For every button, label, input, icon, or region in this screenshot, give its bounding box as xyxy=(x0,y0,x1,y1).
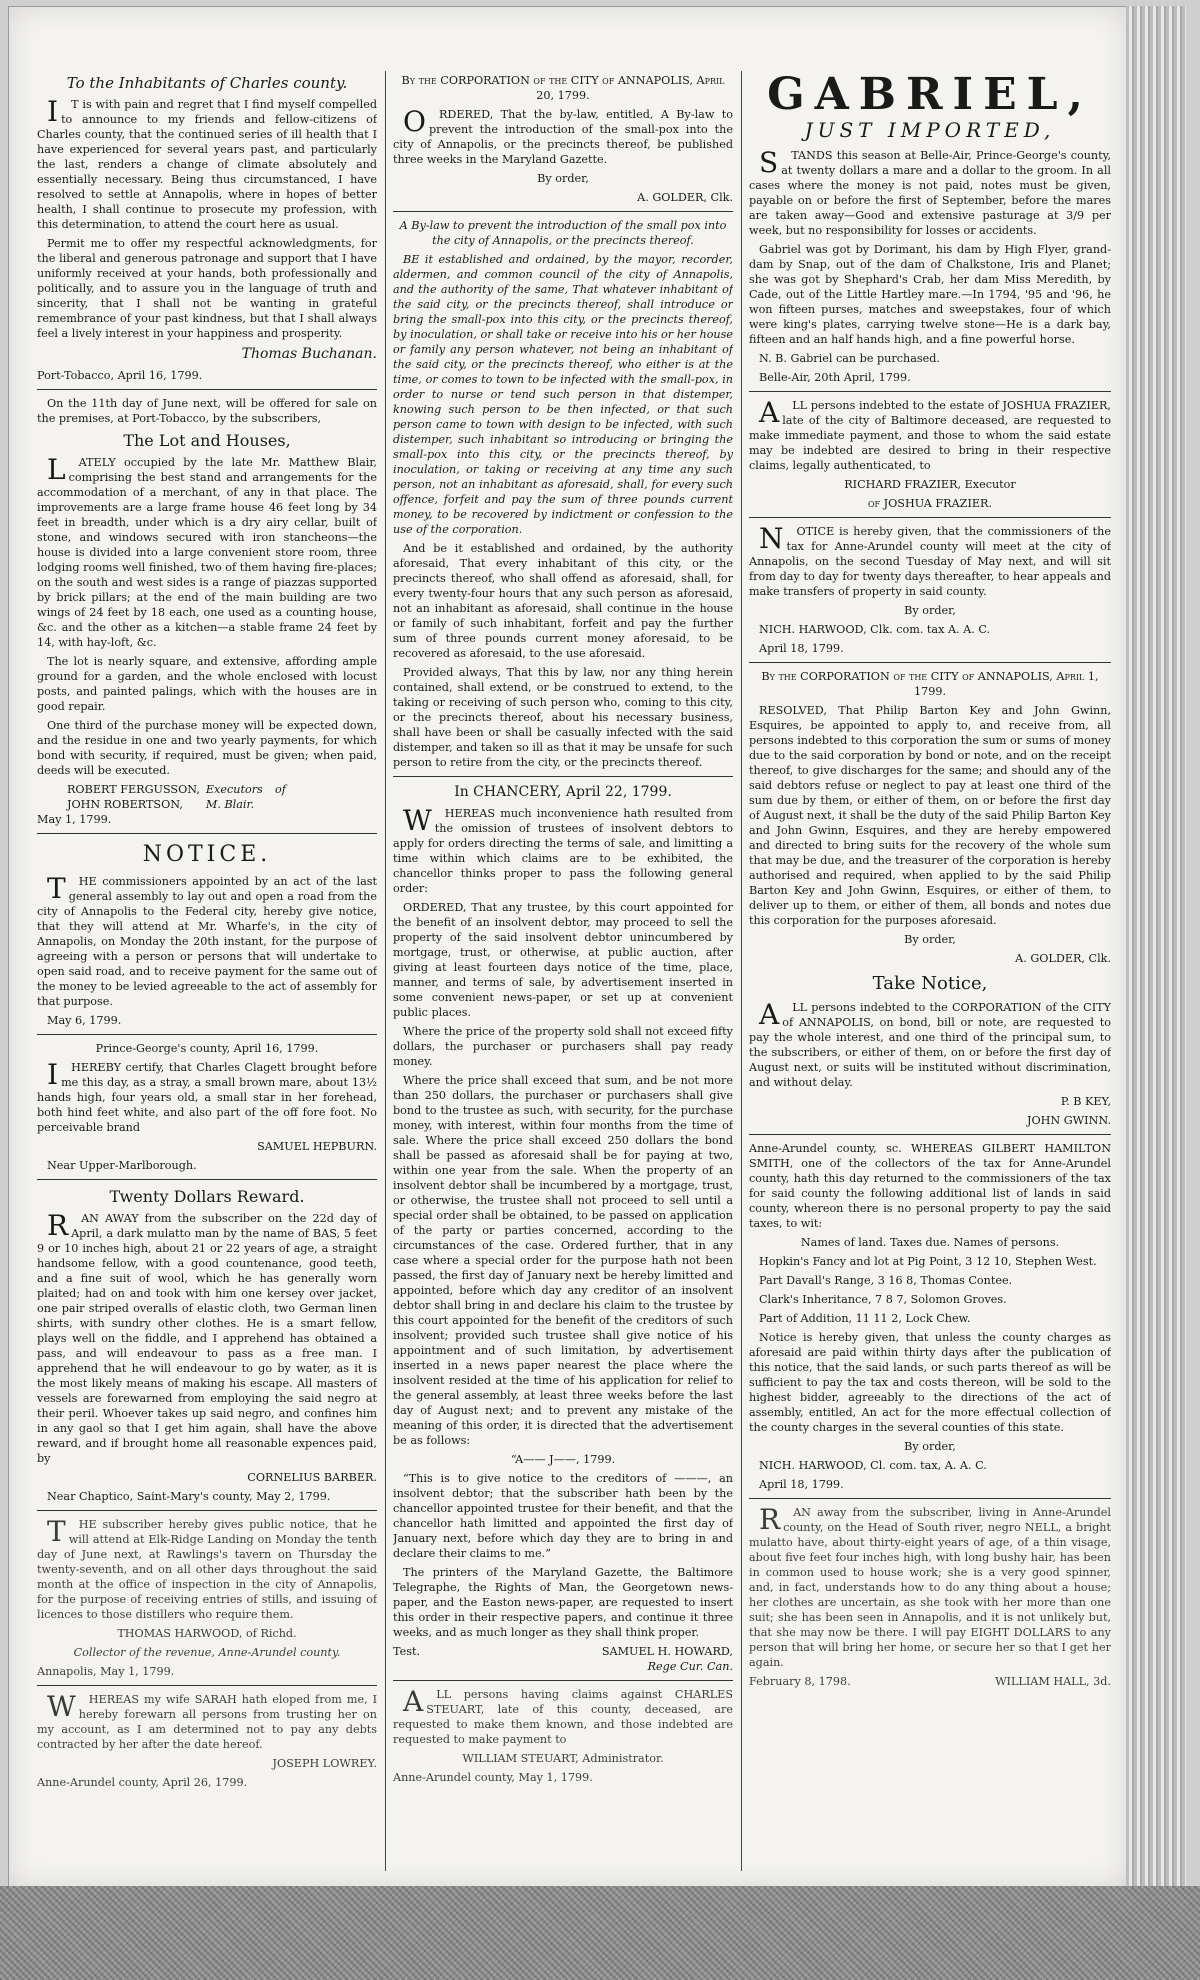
signature: THOMAS HARWOOD, of Richd. xyxy=(117,1627,297,1641)
notice-body: One third of the purchase money will be expected down, and the residue in one and two yearly payments, for which bond with security, if required, must be given; when paid, deeds will be executed. xyxy=(37,719,377,778)
chancery-order xyxy=(393,783,733,1674)
gabriel-stud-ad xyxy=(749,73,1111,385)
notice-body: NOTICE is hereby given, that the commissioners of the tax for Anne-Arundel county will meet at the city of Annapolis, on the second Tuesday of May next, and will sit from day to day for twenty days thereafter, to hear appeals and make transfers of property in said county. xyxy=(749,521,1111,598)
signature: ROBERT FERGUSSON, xyxy=(67,783,200,797)
divider xyxy=(749,1134,1111,1135)
notice-body: STANDS this season at Belle-Air, Prince-George's county, at twenty dollars a mare and a dollar to the groom. In all cases where the money is not paid, notes must be given, payable on or before the first of September, before the mares are taken away—Good and extensive pasturage at 3/9 per week, but no responsibility for losses or accidents. xyxy=(749,145,1111,237)
signature: A. GOLDER, Clk. xyxy=(1015,951,1111,965)
signature: P. B KEY, xyxy=(1060,1094,1111,1108)
dateline: April 18, 1799. xyxy=(759,1477,844,1491)
signature: RICHARD FRAZIER, Executor xyxy=(844,477,1016,491)
road-commission-notice xyxy=(37,840,377,1027)
column-middle xyxy=(393,73,733,1873)
buchanan-notice xyxy=(37,73,377,383)
notice-body: RESOLVED, That Philip Barton Key and John Gwinn, Esquires, be appointed to apply to, and receive from, all persons indebted to this corporation the sum or sums of money due to the said corporation by bond or note, and on the receipt thereof, to give discharges for the same; and should any of the said debtors refuse or neglect to pay at least one third of the sum due by them, or either of them, on or before the first day of August next, it shall be the duty of the said Philip Barton Key and John Gwinn, Esquires, and they are hereby empowered and directed to bring suits for the recovery of the whole sum that may be due, and the treasurer of the corporation is hereby authorised and required, when applied to by the said Philip Barton Key and John Gwinn, Esquires, or either of them, to deliver up to them, or either of them, all bonds and notes due this corporation for the purposes aforesaid. xyxy=(749,703,1111,927)
table-header: Names of land. Taxes due. Names of persons. xyxy=(800,1235,1060,1249)
dateline: Anne-Arundel county, April 26, 1799. xyxy=(37,1776,248,1790)
order-line: By order, xyxy=(904,603,956,617)
divider xyxy=(37,1034,377,1035)
notice-heading: To the Inhabitants of Charles county. xyxy=(66,74,348,92)
signature: SAMUEL H. HOWARD, xyxy=(601,1644,733,1658)
notice-header: By the CORPORATION of the CITY of ANNAPOLIS, April 20, 1799. xyxy=(401,74,725,102)
signature: JOHN ROBERTSON, xyxy=(67,798,183,812)
notice-body: “This is to give notice to the creditors of ———, an insolvent debtor; that the subscriber hath been by the chancellor appointed trustee for their benefit, and that the chancellor hath limitted and appointed the first day of January next, before which day they are to bring in and declare their claims to me.” xyxy=(393,1471,733,1560)
column-right xyxy=(749,73,1111,1873)
signature-title: Collector of the revenue, Anne-Arundel county. xyxy=(73,1646,341,1660)
notice-header: By the CORPORATION of the CITY of ANNAPOLIS, April 1, 1799. xyxy=(761,669,1099,698)
notice-body: RAN away from the subscriber, living in Anne-Arundel county, on the Head of South river, negro NELL, a bright mulatto have, about thirty-eight years of age, of a thin visage, about five feet four inches high, with long bushy hair, has been in common used to house work; she is a very good spinner, and, in fact, understands how to do any thing about a house; her clothes are uncertain, as she took with her more than one suit; she has been seen in Annapolis, and it is not unlikely but, that she may now be there. I will pay EIGHT DOLLARS to any person that will bring her home, or secure her so that I get her again. xyxy=(749,1502,1111,1669)
notice-body: And be it established and ordained, by the authority aforesaid, That every inhabitant of this city, or the precincts thereof, who shall offend as aforesaid, shall, for every twenty-four hours that any such person as aforesaid, not an inhabitant as aforesaid, shall continue in the house or family of such inhabitant, forfeit and pay the further sum of three pounds current money aforesaid, to be recovered as aforesaid, to the use aforesaid. xyxy=(393,542,733,660)
tax-commission-notice xyxy=(749,521,1111,656)
dateline: Near Chaptico, Saint-Mary's county, May 2, 1799. xyxy=(47,1490,331,1504)
column-rule xyxy=(385,71,386,1871)
table-row: Hopkin's Fancy and lot at Pig Point, 3 12 10, Stephen West. xyxy=(759,1254,1097,1268)
table-row: Clark's Inheritance, 7 8 7, Solomon Groves. xyxy=(759,1292,1007,1306)
signature: JOHN GWINN. xyxy=(1026,1113,1111,1127)
runaway-nell-ad xyxy=(749,1502,1111,1689)
signature: WILLIAM STEUART, Administrator. xyxy=(462,1751,664,1765)
divider xyxy=(749,391,1111,392)
bylaw-title: A By-law to prevent the introduction of the small pox into the city of Annapolis, or the precincts thereof. xyxy=(399,219,727,247)
take-notice-ad xyxy=(749,972,1111,1128)
divider xyxy=(37,833,377,834)
signature: SAMUEL HEPBURN. xyxy=(257,1139,377,1153)
notice-body: THE commissioners appointed by an act of the last general assembly to lay out and open a road from the city of Annapolis to the Federal city, hereby give notice, that they will attend at Mr. Wharfe's, in the city of Annapolis, on Monday the 20th instant, for the purpose of agreeing with a person or persons that will undertake to open said road, and to receive payment for the same out of the money to be levied agreeable to the act of assembly for that purpose. xyxy=(37,871,377,1008)
page-edge-texture xyxy=(1126,6,1186,1886)
notice-body: ORDERED, That any trustee, by this court appointed for the benefit of an insolvent debtor, may proceed to sell the property of the said insolvent debtor unincumbered by mortgage, trust, or otherwise, at public auction, after giving at least fourteen days notice of the time, place, manner, and terms of sale, by advertisement inserted in some convenient news-paper, or set up at convenient public places. xyxy=(393,900,733,1019)
notice-body: Gabriel was got by Dorimant, his dam by High Flyer, grand-dam by Snap, out of the dam of Chalkstone, Iris and Planet; she was got by Shephard's Crab, her dam Miss Meredith, by Cade, out of the Little Hartley mare.—In 1794, '95 and '96, he won fifteen purses, matches and sweepstakes, four of which were king's plates, carrying twelve stone—He is a dark bay, fifteen and an half hands high, and a fine powerful horse. xyxy=(749,242,1111,346)
divider xyxy=(393,211,733,212)
divider xyxy=(37,1179,377,1180)
dateline: Annapolis, May 1, 1799. xyxy=(37,1665,175,1679)
table-row: Part of Addition, 11 11 2, Lock Chew. xyxy=(759,1311,971,1325)
notice-body: IT is with pain and regret that I find myself compelled to announce to my friends and fellow-citizens of Charles county, that the continued series of ill health that I have experienced for several years past, and particularly the last, renders a change of climate absolutely and essentially necessary. Being thus circumstanced, I have resolved to settle at Annapolis, where in hopes of better health, I shall continue to prosecute my profession, with this determination, to attend the court here as usual. xyxy=(37,95,377,232)
notice-body: THE subscriber hereby gives public notice, that he will attend at Elk-Ridge Landing on Monday the tenth day of June next, at Rawlings's tavern on Thursday the twenty-seventh, and on all other days throughout the said month at the office of inspection in the city of Annapolis, for the purpose of receiving entries of stills, and issuing of licences to those distillers who require them. xyxy=(37,1515,377,1622)
notice-heading: In CHANCERY, April 22, 1799. xyxy=(454,784,672,800)
divider xyxy=(37,389,377,390)
order-line: By order, xyxy=(904,932,956,946)
notice-body: Where the price shall exceed that sum, and be not more than 250 dollars, the purchaser or purchasers shall give bond to the trustee as such, with security, for the purchase money, with interest, within four months from the time of sale. Where the price shall exceed 250 dollars the bond shall be passed as aforesaid shall be for paying at two, within one year from the sale. When the property of an insolvent debtor shall be incumbered by a mortgage, trust, or otherwise, the trustee shall not proceed to sell until a special order shall be obtained, to be passed on application of the party or parties concerned, according to the circumstances of the case. Ordered further, that in any case where a special order for the purpose hath not been passed, the first day of January next be hereby limitted and appointed, before which day any creditor of an insolvent debtor shall bring in and declare his claim to the trustee by this court appointed for the benefit of the creditors of such insolvent; provided such trustee shall give notice of his appointment and of such limitation, by advertisement inserted in a news paper nearest the place where the insolvent resided at the time of his application for relief to the general assembly, at least three weeks before the last day of August next; and to prevent any mistake of the meaning of this order, it is directed that the advertisement be as follows: xyxy=(393,1073,733,1447)
notice-body: WHEREAS much inconvenience hath resulted from the omission of trustees of insolvent debtors to apply for orders directing the terms of sale, and limitting a time within which claims are to be exhibited, the chancellor thinks proper to pass the following general order: xyxy=(393,803,733,895)
notice-body: ALL persons having claims against CHARLES STEUART, late of this county, deceased, are requested to make them known, and those indebted are requested to make payment to xyxy=(393,1684,733,1746)
eloped-wife-notice xyxy=(37,1692,377,1790)
dateline: May 6, 1799. xyxy=(47,1013,122,1027)
notice-heading: Twenty Dollars Reward. xyxy=(109,1186,305,1206)
signature: Thomas Buchanan. xyxy=(241,346,377,363)
order-line: By order, xyxy=(904,1439,956,1453)
notice-body: Provided always, That this by law, nor any thing herein contained, shall extend, or be construed to extend, to the taking or receiving of such person who, coming to this city, or the precincts thereof, about his necessary business, shall have been or shall be casually infected with the said distemper, and taken so ill as that it may be unsafe for such person to retire from the city, or the precincts thereof. xyxy=(393,666,733,769)
tax-lands-notice xyxy=(749,1141,1111,1492)
signature: NICH. HARWOOD, Clk. com. tax A. A. C. xyxy=(759,622,991,636)
scan-noise-texture xyxy=(0,1886,1200,1980)
divider xyxy=(749,517,1111,518)
divider xyxy=(37,1510,377,1511)
notice-heading: GABRIEL, xyxy=(767,73,1093,120)
notice-body: ORDERED, That the by-law, entitled, A By-law to prevent the introduction of the small-pox into the city of Annapolis, or the precincts thereof, be published three weeks in the Maryland Gazette. xyxy=(393,105,733,166)
table-row: Part Davall's Range, 3 16 8, Thomas Contee. xyxy=(759,1273,1013,1287)
notice-body: Permit me to offer my respectful acknowledgments, for the liberal and generous patronage and support that I have uniformly received at your hands, both professionally and politically, and to assure you in the language of truth and sincerity, that I shall not be wanting in grateful remembrance of your past kindness, but that I shall always feel a lively interest in your happiness and prosperity. xyxy=(37,237,377,341)
notice-heading: Take Notice, xyxy=(872,972,988,994)
dateline: Anne-Arundel county, May 1, 1799. xyxy=(393,1770,593,1784)
place: Near Upper-Marlborough. xyxy=(47,1158,197,1172)
notice-body: ALL persons indebted to the estate of JOSHUA FRAZIER, late of the city of Baltimore deceased, are requested to make immediate payment, and those to whom the said estate may be indebted are desired to bring in their respective claims, legally authenticated, to xyxy=(749,395,1111,472)
divider xyxy=(393,776,733,777)
notice-heading: NOTICE. xyxy=(142,842,272,868)
notice-body: Anne-Arundel county, sc. WHEREAS GILBERT HAMILTON SMITH, one of the collectors of the tax for Anne-Arundel county, hath this day returned to the commissioners of the tax for said county the following additional list of lands in said county, whereon there is no personal property to pay the said taxes, to wit: xyxy=(749,1141,1111,1230)
divider xyxy=(749,662,1111,663)
newspaper-page xyxy=(8,6,1128,1888)
nota-bene: N. B. Gabriel can be purchased. xyxy=(759,351,940,365)
runaway-reward-ad xyxy=(37,1186,377,1504)
divider xyxy=(393,1680,733,1681)
notice-intro: On the 11th day of June next, will be offered for sale on the premises, at Port-Tobacco, by the subscribers, xyxy=(37,396,377,425)
dateline: Belle-Air, 20th April, 1799. xyxy=(759,370,911,384)
signature: CORNELIUS BARBER. xyxy=(247,1471,377,1485)
column-rule xyxy=(741,71,742,1871)
notice-subheading: JUST IMPORTED, xyxy=(804,118,1056,142)
column-left xyxy=(37,73,377,1873)
smallpox-bylaw xyxy=(393,218,733,770)
notice-body: The lot is nearly square, and extensive, affording ample ground for a garden, and the whole enclosed with locust posts, and painted palings, which with the houses are in good repair. xyxy=(37,655,377,714)
frazier-estate-notice xyxy=(749,395,1111,511)
revenue-collector-notice xyxy=(37,1517,377,1679)
notice-body: BE it established and ordained, by the mayor, recorder, aldermen, and common council of the city of Annapolis, and the authority of the same, That whatever inhabitant of the said city, or the precincts thereof, shall introduce or bring the small-pox into this city, or the precincts thereof, by inoculation, or shall take or receive into his or her house or family any person whatever, not being an inhabitant of the said city, or the precincts thereof, who either is at the time, or comes to town to be infected with the small-pox, in order to nurse or tend such person in that distemper, knowing such person to be then infected, or that such person came to town with design to be infected, with such distemper, such inhabitant so introducing or bringing the small-pox into this city, or the precincts thereof, by inoculation, or taking or receiving at any time any such person, not an inhabitant as aforesaid, shall, for every such offence, forfeit and pay the sum of three pounds current money, to be recovered by indictment or confession to the use of the corporation. xyxy=(393,253,733,536)
notice-body: IHEREBY certify, that Charles Clagett brought before me this day, as a stray, a small brown mare, about 13½ hands high, four years old, a small star in her forehead, both hind feet white, and also part of the off fore foot. No perceivable brand xyxy=(37,1057,377,1134)
stray-mare-notice xyxy=(37,1041,377,1173)
signature-title: Rege Cur. Can. xyxy=(647,1659,733,1673)
notice-body: RAN AWAY from the subscriber on the 22d day of April, a dark mulatto man by the name of BAS, 5 feet 9 or 10 inches high, about 21 or 22 years of age, a straight handsome fellow, with a good countenance, good teeth, and a fine suit of wool, which he has generally worn plaited; had on and took with him one kersey over jacket, one pair striped overalls of elastic cloth, two German linen shirts, with sundry other clothes. He is a smart fellow, plays well on the fiddle, and I apprehend has obtained a pass, and will endeavour to pass as a free man. I apprehend that he will endeavour to go by water, as it is the most likely means of making his escape. All masters of vessels are forewarned from employing the said negro at their peril. Whoever takes up said negro, and confines him in any gaol so that I get him again, shall have the above reward, and if brought home all reasonable expences paid, by xyxy=(37,1209,377,1466)
notice-body: WHEREAS my wife SARAH hath eloped from me, I hereby forewarn all persons from trusting her on my account, as I am determined not to pay any debts contracted by her after the date hereof. xyxy=(37,1690,377,1752)
notice-body: The printers of the Maryland Gazette, the Baltimore Telegraphe, the Rights of Man, the Georgetown news-paper, and the Easton news-paper, are requested to insert this order in their respective papers, and continue it three weeks, and as much longer as they shall think proper. xyxy=(393,1565,733,1639)
form-line: “A—— J——, 1799. xyxy=(510,1452,616,1466)
signature-title: of JOSHUA FRAZIER. xyxy=(867,496,993,510)
corporation-resolution xyxy=(749,669,1111,966)
dateline: February 8, 1798. xyxy=(749,1674,851,1688)
signature: A. GOLDER, Clk. xyxy=(637,191,733,204)
signature: NICH. HARWOOD, Cl. com. tax, A. A. C. xyxy=(759,1458,987,1472)
notice-body: Notice is hereby given, that unless the county charges as aforesaid are paid within thirty days after the publication of this notice, that the said lands, or such parts thereof as will be sufficient to pay the tax and costs thereon, will be sold to the highest bidder, agreeably to the directions of the act of assembly, entitled, An act for the more effectual collection of the county charges in the several counties of this state. xyxy=(749,1330,1111,1434)
dateline: May 1, 1799. xyxy=(37,813,112,827)
smallpox-order xyxy=(393,73,733,205)
signature: JOSEPH LOWREY. xyxy=(272,1757,377,1771)
dateline: Prince-George's county, April 16, 1799. xyxy=(95,1041,319,1055)
divider xyxy=(37,1685,377,1686)
executors-label: Executors of M. Blair. xyxy=(205,783,286,812)
dateline: Port-Tobacco, April 16, 1799. xyxy=(37,368,203,382)
dateline: April 18, 1799. xyxy=(759,641,844,655)
signature: WILLIAM HALL, 3d. xyxy=(995,1674,1111,1688)
notice-body: LATELY occupied by the late Mr. Matthew Blair, comprising the best stand and arrangements for the accommodation of a merchant, of any in that place. The improvements are a large frame house 46 feet long by 34 feet in breadth, under which is a dry airy cellar, built of stone, and windows secured with iron stancheons—the house is divided into a large convenient store room, three lodging rooms well finished, two of them having fire-places; on the south and west sides is a range of piazzas supported by brick pillars; at the end of the main building are two wings of 24 feet by 18 each, one used as a counting house, &c. and the other as a kitchen—a stable frame 24 feet by 14, with hay-loft, &c. xyxy=(37,453,377,650)
order-line: By order, xyxy=(537,172,589,185)
lot-and-houses-ad xyxy=(37,396,377,827)
notice-body: ALL persons indebted to the CORPORATION of the CITY of ANNAPOLIS, on bond, bill or note, are requested to pay the whole interest, and one third of the principal sum, to the subscribers, or either of them, on or before the first day of August next, or suits will be instituted without discrimination, and without delay. xyxy=(749,997,1111,1089)
notice-body: Where the price of the property sold shall not exceed fifty dollars, the purchaser or purchasers shall pay ready money. xyxy=(393,1024,733,1068)
steuart-estate-notice xyxy=(393,1684,733,1785)
test-label: Test. xyxy=(393,1644,421,1658)
divider xyxy=(749,1498,1111,1499)
notice-heading: The Lot and Houses, xyxy=(123,430,291,450)
